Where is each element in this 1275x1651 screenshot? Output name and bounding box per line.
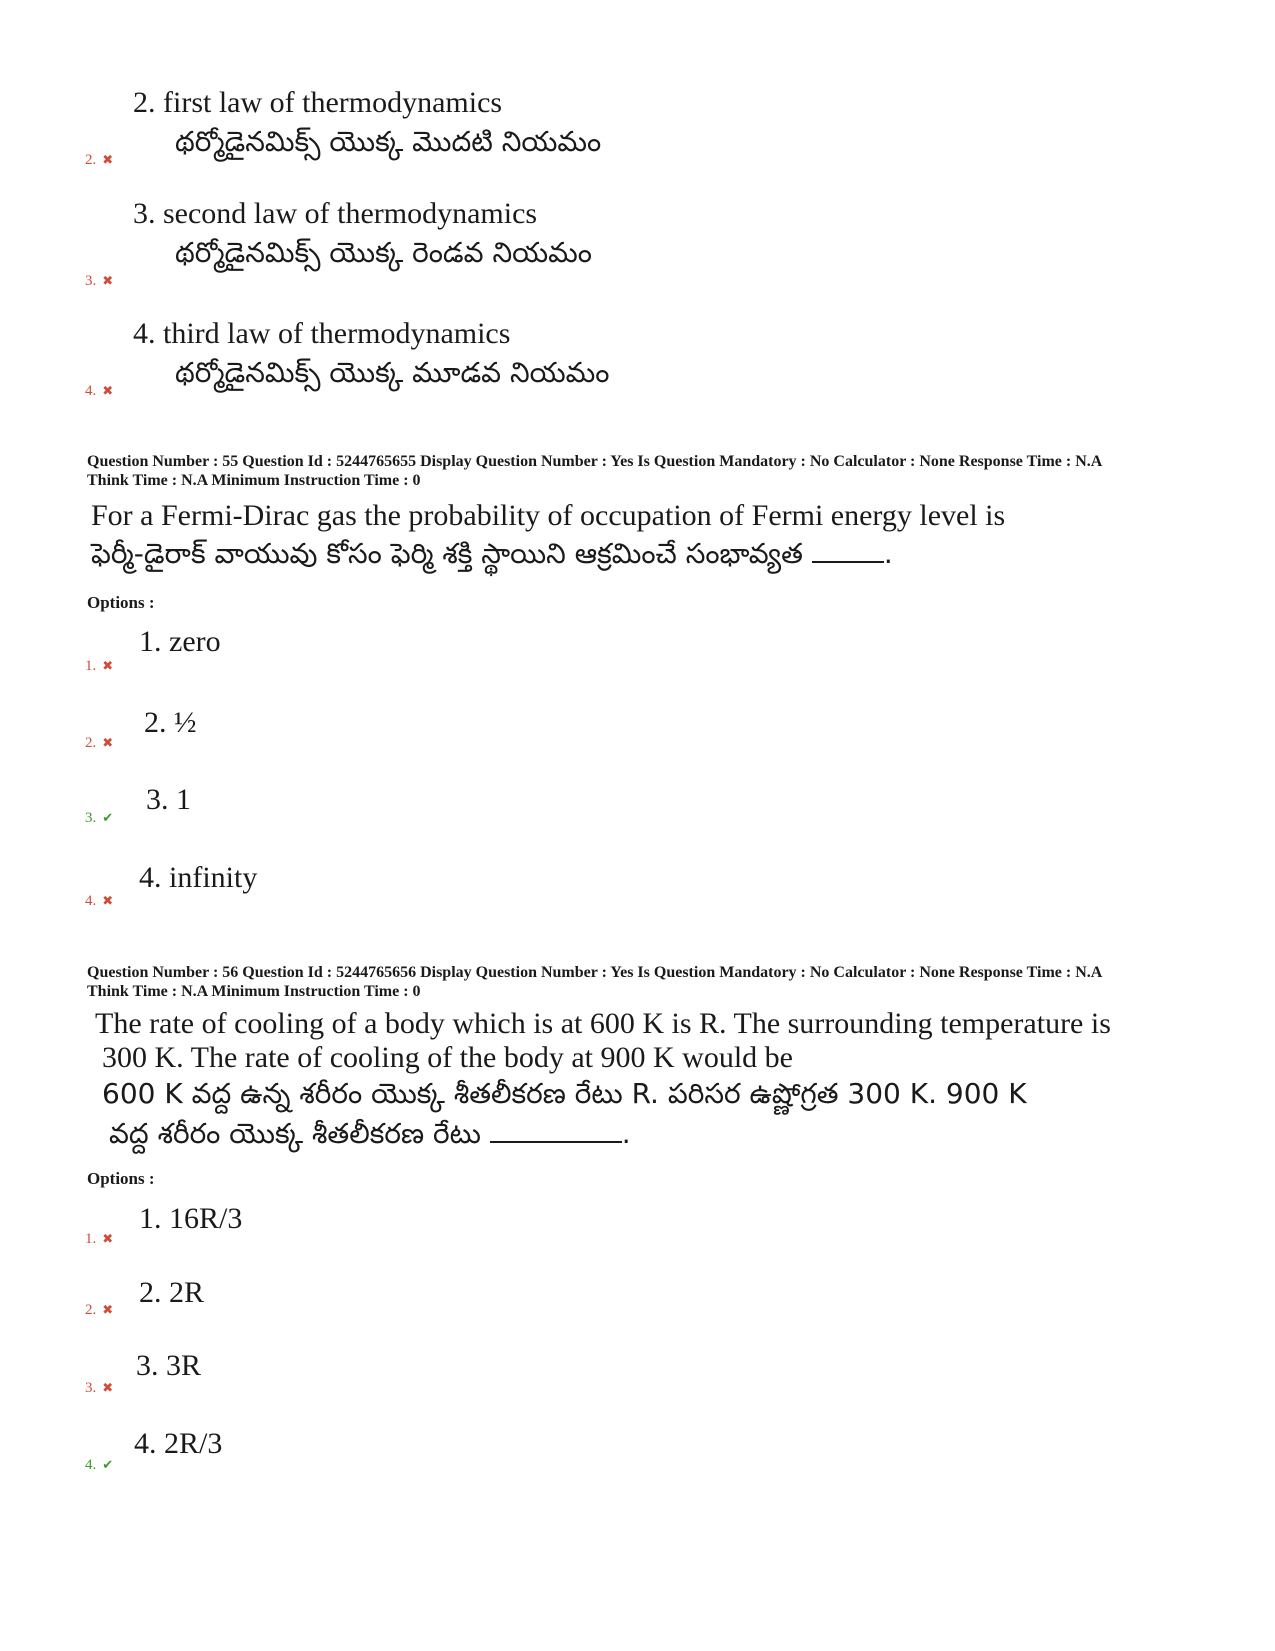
option-marker: 2. ✖: [85, 1302, 114, 1318]
option-marker: 3. ✔: [85, 810, 114, 826]
option-3: 3. 3R: [136, 1349, 202, 1382]
option-marker: 4. ✖: [85, 893, 114, 909]
option-marker: 1. ✖: [85, 658, 114, 674]
option-marker: 3. ✖: [85, 1380, 114, 1396]
option-telugu: థర్మోడైనమిక్స్ యొక్క మొదటి నియమం: [175, 125, 602, 158]
question-meta: Question Number : 55 Question Id : 5244765655 Display Question Number : Yes Is Question Mandatory : No Calculator : None Response Time : N.A Think Time : N.A Minimum Instruction Time : 0: [87, 453, 1103, 489]
option-marker: 2. ✖: [85, 152, 114, 168]
option-label: 4. third law of thermodynamics: [133, 317, 511, 350]
option-telugu: థర్మోడైనమిక్స్ యొక్క రెండవ నియమం: [175, 236, 592, 269]
question-text-telugu: ఫెర్మీ-డైరాక్ వాయువు కోసం ఫెర్మి శక్తి స్థాయిని ఆక్రమించే సంభావ్యత .: [91, 537, 893, 570]
cross-icon: ✖: [102, 894, 114, 909]
cross-icon: ✖: [102, 153, 114, 168]
question-meta: Question Number : 56 Question Id : 5244765656 Display Question Number : Yes Is Question Mandatory : No Calculator : None Response Time : N.A Think Time : N.A Minimum Instruction Time : 0: [87, 964, 1103, 1000]
options-label: Options :: [87, 593, 155, 612]
question-text-telugu-line2: వద్ద శరీరం యొక్క శీతలీకరణ రేటు .: [109, 1117, 631, 1150]
cross-icon: ✖: [102, 274, 114, 289]
question-text-telugu-line1: 600 K వద్ద ఉన్న శరీరం యొక్క శీతలీకరణ రేటు R. పరిసర ఉష్ణోగ్రత 300 K. 900 K: [102, 1077, 1027, 1110]
option-1: 1. 16R/3: [139, 1202, 243, 1235]
question-text-english-line1: The rate of cooling of a body which is at 600 K is R. The surrounding temperature is: [95, 1007, 1111, 1040]
options-label: Options :: [87, 1169, 155, 1188]
option-telugu: థర్మోడైనమిక్స్ యొక్క మూడవ నియమం: [175, 356, 610, 389]
option-2: 2. ½: [144, 706, 197, 739]
option-marker: 3. ✖: [85, 273, 114, 289]
option-marker: 4. ✖: [85, 383, 114, 399]
question-text-english-line2: 300 K. The rate of cooling of the body at 900 K would be: [102, 1041, 793, 1074]
cross-icon: ✖: [102, 659, 114, 674]
option-marker: 1. ✖: [85, 1231, 114, 1247]
cross-icon: ✖: [102, 1381, 114, 1396]
option-1: 1. zero: [139, 625, 221, 658]
cross-icon: ✖: [102, 1303, 114, 1318]
cross-icon: ✖: [102, 736, 114, 751]
check-icon: ✔: [102, 1458, 114, 1473]
cross-icon: ✖: [102, 1232, 114, 1247]
option-4: 4. infinity: [139, 861, 258, 894]
answer-blank: [812, 561, 884, 563]
question-text-english: For a Fermi-Dirac gas the probability of occupation of Fermi energy level is: [91, 499, 1006, 532]
option-label: 3. second law of thermodynamics: [133, 197, 538, 230]
option-4: 4. 2R/3: [134, 1427, 223, 1460]
cross-icon: ✖: [102, 384, 114, 399]
option-marker: 2. ✖: [85, 735, 114, 751]
check-icon: ✔: [102, 811, 114, 826]
answer-blank: [490, 1141, 622, 1143]
option-2: 2. 2R: [139, 1276, 205, 1309]
option-3: 3. 1: [146, 783, 191, 816]
option-marker: 4. ✔: [85, 1457, 114, 1473]
option-label: 2. first law of thermodynamics: [133, 86, 503, 119]
